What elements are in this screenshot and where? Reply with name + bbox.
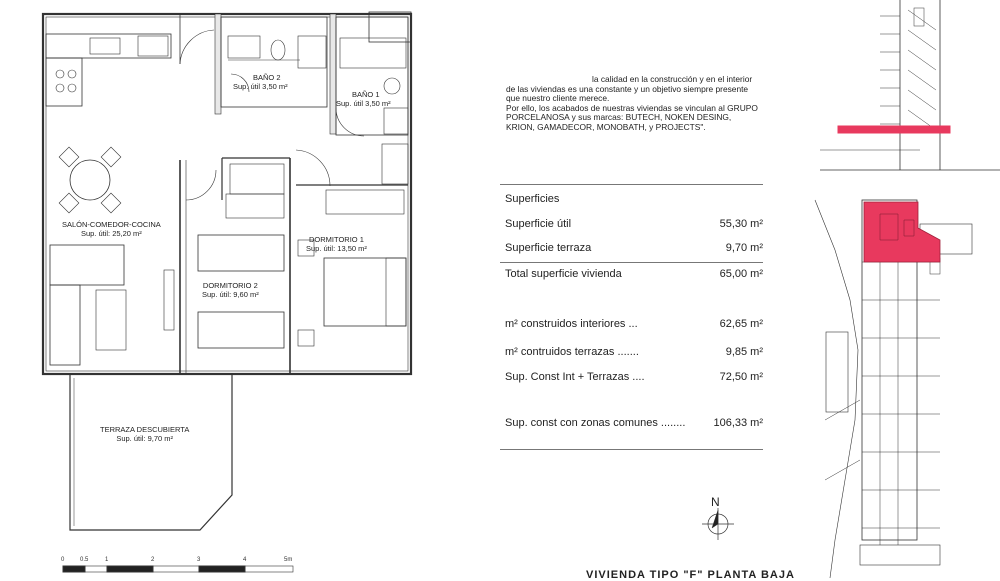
- surface-value: 9,85 m²: [725, 346, 763, 358]
- room-name: BAÑO 1: [352, 90, 380, 99]
- quality-description: [506, 75, 758, 133]
- room-name: DORMITORIO 1: [309, 235, 364, 244]
- surface-label: m² contruidos terrazas .......: [505, 346, 639, 358]
- room-area: Sup. útil: 25,20 m²: [80, 229, 142, 238]
- room-name: SALÓN-COMEDOR-COCINA: [62, 220, 161, 229]
- room-label-terraza: [100, 425, 189, 443]
- surface-value: 65,00 m²: [719, 268, 763, 280]
- surface-value: 72,50 m²: [719, 371, 763, 383]
- description-paragraph-2: Por ello, los acabados de nuestras viviendas se vinculan al GRUPO PORCELANOSA y sus marcas: BUTECH, NOKEN DESING, KRION, GAMADECOR, MONOBATH, y PROJECTS".: [506, 102, 758, 132]
- surface-label: Total superficie vivienda: [505, 268, 622, 280]
- room-name: TERRAZA DESCUBIERTA: [100, 425, 190, 434]
- surfaces-title: Superficies: [505, 193, 560, 205]
- room-name: BAÑO 2: [253, 73, 281, 82]
- surface-value: 9,70 m²: [725, 242, 763, 254]
- surface-label: Sup. Const Int + Terrazas ....: [505, 371, 645, 383]
- description-paragraph-1: la calidad en la construcción y en el interior de las viviendas es una constante y un objetivo siempre presente que nuestro cliente merece.: [506, 74, 753, 104]
- room-label-salon: [62, 220, 161, 238]
- room-label-bano-2: [233, 73, 288, 91]
- plan-title: VIVIENDA TIPO "F" PLANTA BAJA: [586, 569, 795, 581]
- scale-label: 1: [105, 557, 109, 563]
- surface-label: Superficie terraza: [505, 242, 592, 254]
- scale-label: 3: [197, 557, 201, 563]
- scale-label: 0.5: [80, 557, 89, 563]
- north-label: N: [711, 495, 720, 509]
- room-label-bano-1: [336, 90, 391, 108]
- surface-value: 62,65 m²: [719, 318, 763, 330]
- surface-value: 106,33 m²: [713, 417, 763, 429]
- surface-label: Sup. const con zonas comunes ........: [505, 417, 686, 429]
- table-top-rule: [500, 184, 763, 185]
- room-name: DORMITORIO 2: [202, 281, 258, 290]
- scale-label: 4: [243, 557, 247, 563]
- room-area: Sup. útil 3,50 m²: [233, 82, 288, 91]
- table-bottom-rule: [500, 449, 763, 450]
- room-area: Sup. útil: 13,50 m²: [306, 244, 367, 253]
- scale-label: 5m: [284, 557, 293, 563]
- scale-label: 0: [61, 557, 65, 563]
- room-area: Sup. útil: 9,60 m²: [202, 290, 259, 299]
- surface-label: Superficie útil: [505, 218, 572, 230]
- room-area: Sup. útil 3,50 m²: [336, 99, 391, 108]
- surface-value: 55,30 m²: [719, 218, 763, 230]
- room-label-dormitorio-1: [306, 235, 367, 253]
- scale-label: 2: [151, 557, 155, 563]
- room-label-dormitorio-2: [202, 281, 259, 299]
- room-area: Sup. útil: 9,70 m²: [116, 434, 174, 443]
- table-rule: [500, 262, 763, 263]
- surface-label: m² construidos interiores ...: [505, 318, 638, 330]
